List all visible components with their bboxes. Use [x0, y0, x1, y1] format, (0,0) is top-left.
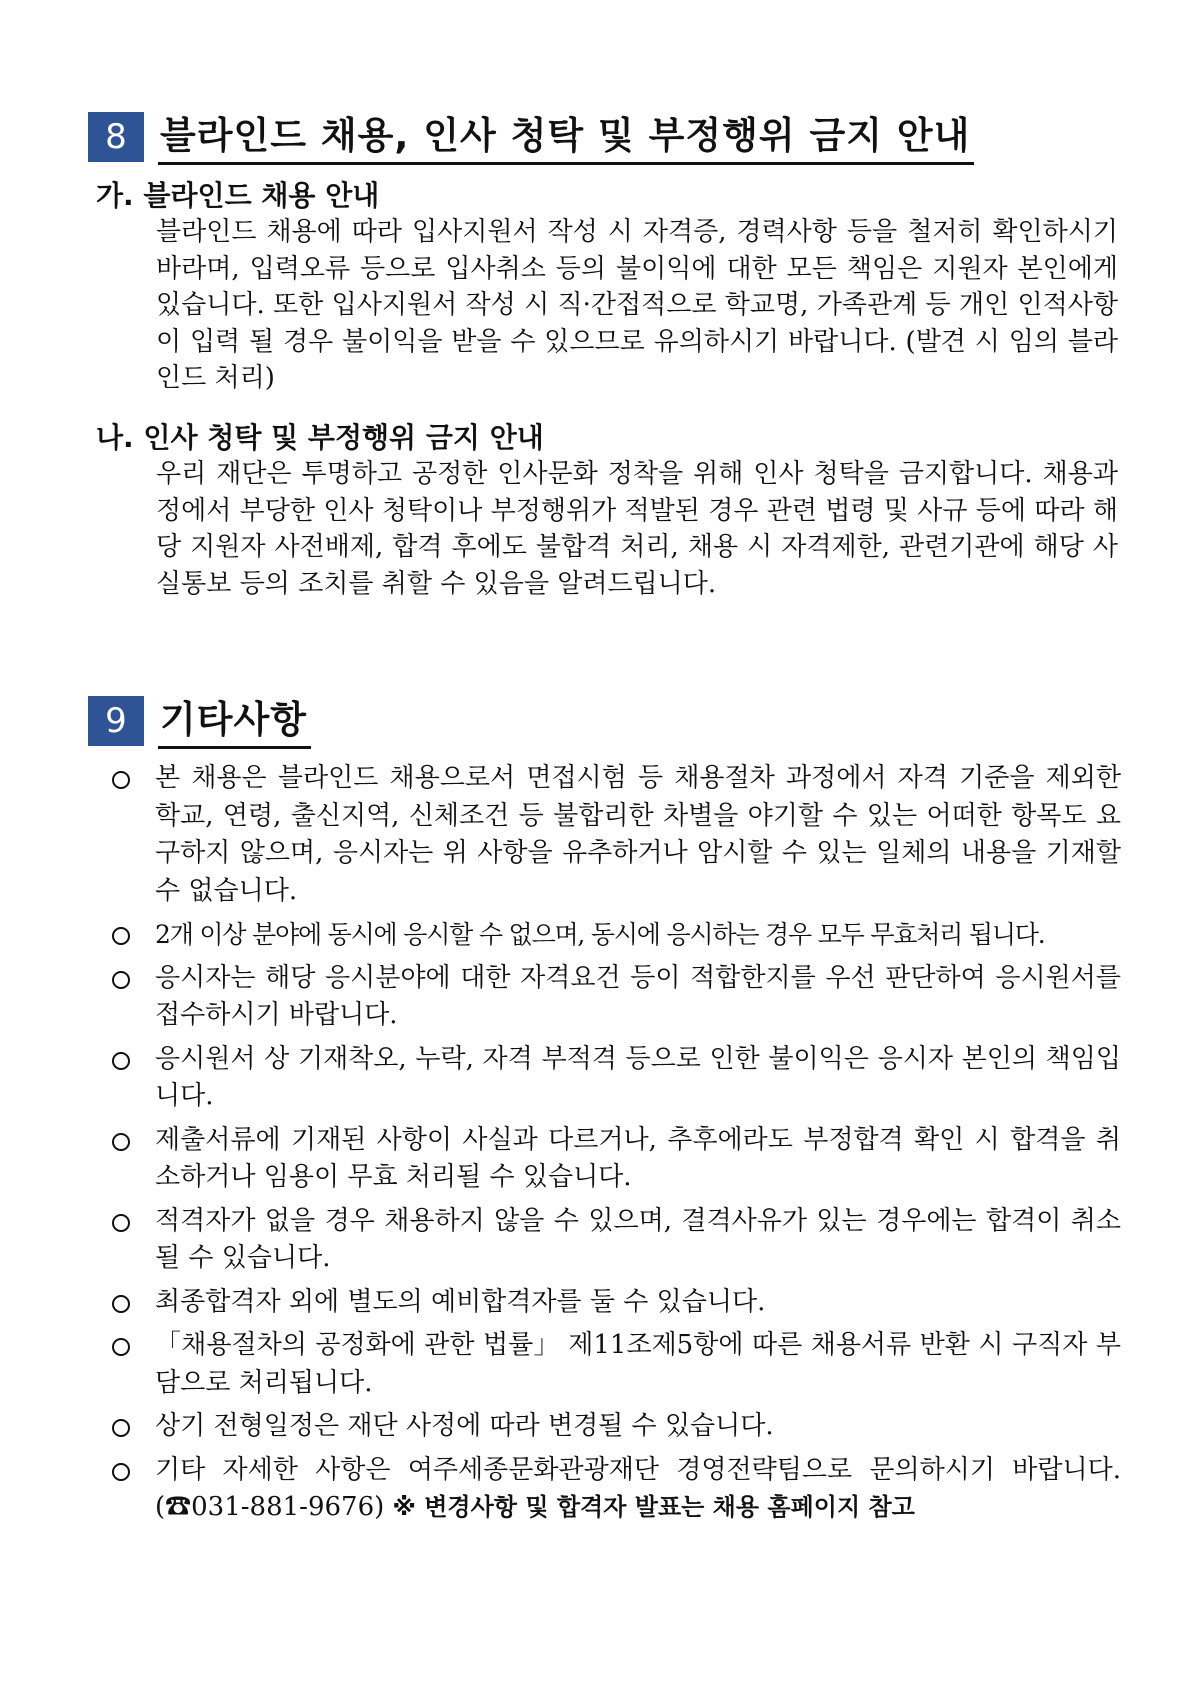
section-9-heading	[88, 696, 311, 749]
subsection-body: 우리 재단은 투명하고 공정한 인사문화 정착을 위해 인사 청탁을 금지합니다. 채용과정에서 부당한 인사 청탁이나 부정행위가 적발된 경우 관련 법령 및 사규 등에 따라 해당 지원자 사전배제, 합격 후에도 불합격 처리, 채용 시 자격제한, 관련기관에 해당 사실통보 등의 조치를 취할 수 있음을 알려드립니다.	[156, 459, 1118, 599]
subsection-solicitation-ban	[96, 420, 1116, 602]
list-item-text: 최종합격자 외에 별도의 예비합격자를 둘 수 있습니다.	[155, 1286, 766, 1317]
list-item-text: 응시자는 해당 응시분야에 대한 자격요건 등이 적합한지를 우선 판단하여 응시원서를 접수하시기 바랍니다.	[155, 962, 1121, 1030]
section-number-badge: 9	[88, 696, 144, 746]
list-item-text: 응시원서 상 기재착오, 누락, 자격 부적격 등으로 인한 불이익은 응시자 본인의 책임입니다.	[155, 1043, 1121, 1111]
list-item	[112, 1122, 1122, 1197]
list-item	[112, 1203, 1122, 1278]
section-title: 기타사항	[158, 696, 311, 749]
other-matters-list	[112, 760, 1122, 1533]
list-item	[112, 960, 1122, 1035]
circle-bullet-icon	[112, 1419, 130, 1437]
section-number-badge: 8	[88, 112, 144, 162]
circle-bullet-icon	[112, 927, 130, 945]
list-item	[112, 1452, 1122, 1527]
circle-bullet-icon	[112, 1295, 130, 1313]
circle-bullet-icon	[112, 1214, 130, 1232]
list-item-text: 적격자가 없을 경우 채용하지 않을 수 있으며, 결격사유가 있는 경우에는 합격이 취소될 수 있습니다.	[155, 1205, 1121, 1273]
list-item-text: 「채용절차의 공정화에 관한 법률」 제11조제5항에 따른 채용서류 반환 시 구직자 부담으로 처리됩니다.	[155, 1330, 1121, 1398]
circle-bullet-icon	[112, 1463, 130, 1481]
circle-bullet-icon	[112, 771, 130, 789]
notice-note: ※ 변경사항 및 합격자 발표는 채용 홈페이지 참고	[392, 1493, 915, 1521]
list-item	[112, 916, 1122, 954]
section-title: 블라인드 채용, 인사 청탁 및 부정행위 금지 안내	[158, 112, 974, 165]
subsection-title: 나. 인사 청탁 및 부정행위 금지 안내	[96, 421, 544, 454]
list-item	[112, 1284, 1122, 1322]
contact-text: 기타 자세한 사항은 여주세종문화관광재단 경영전략팀으로 문의하시기 바랍니다. (☎031-881-9676)	[155, 1454, 1121, 1522]
list-item-text: 상기 전형일정은 재단 사정에 따라 변경될 수 있습니다.	[155, 1411, 774, 1441]
list-item-text: 제출서류에 기재된 사항이 사실과 다르거나, 추후에라도 부정합격 확인 시 합격을 취소하거나 임용이 무효 처리될 수 있습니다.	[155, 1124, 1121, 1192]
circle-bullet-icon	[112, 1052, 130, 1070]
circle-bullet-icon	[112, 971, 130, 989]
list-item	[112, 760, 1122, 910]
list-item	[112, 1041, 1122, 1116]
list-item-text: 본 채용은 블라인드 채용으로서 면접시험 등 채용절차 과정에서 자격 기준을 제외한 학교, 연령, 출신지역, 신체조건 등 불합리한 차별을 야기할 수 있는 어떠한 항목도 요구하지 않으며, 응시자는 위 사항을 유추하거나 암시할 수 있는 일체의 내용을 기재할 수 없습니다.	[155, 763, 1121, 906]
list-item-text	[155, 1452, 1121, 1527]
circle-bullet-icon	[112, 1133, 130, 1151]
subsection-title: 가. 블라인드 채용 안내	[96, 179, 380, 212]
circle-bullet-icon	[112, 1338, 130, 1356]
list-item-text: 2개 이상 분야에 동시에 응시할 수 없으며, 동시에 응시하는 경우 모두 무효처리 됩니다.	[155, 920, 1045, 949]
list-item	[112, 1408, 1122, 1446]
list-item	[112, 1327, 1122, 1402]
subsection-blind-hiring	[96, 178, 1116, 397]
section-8-heading	[88, 112, 974, 165]
subsection-body: 블라인드 채용에 따라 입사지원서 작성 시 자격증, 경력사항 등을 철저히 확인하시기 바라며, 입력오류 등으로 입사취소 등의 불이익에 대한 모든 책임은 지원자 본인에게 있습니다. 또한 입사지원서 작성 시 직·간접적으로 학교명, 가족관계 등 개인 인적사항이 입력 될 경우 불이익을 받을 수 있으므로 유의하시기 바랍니다. (발견 시 임의 블라인드 처리)	[156, 217, 1118, 393]
